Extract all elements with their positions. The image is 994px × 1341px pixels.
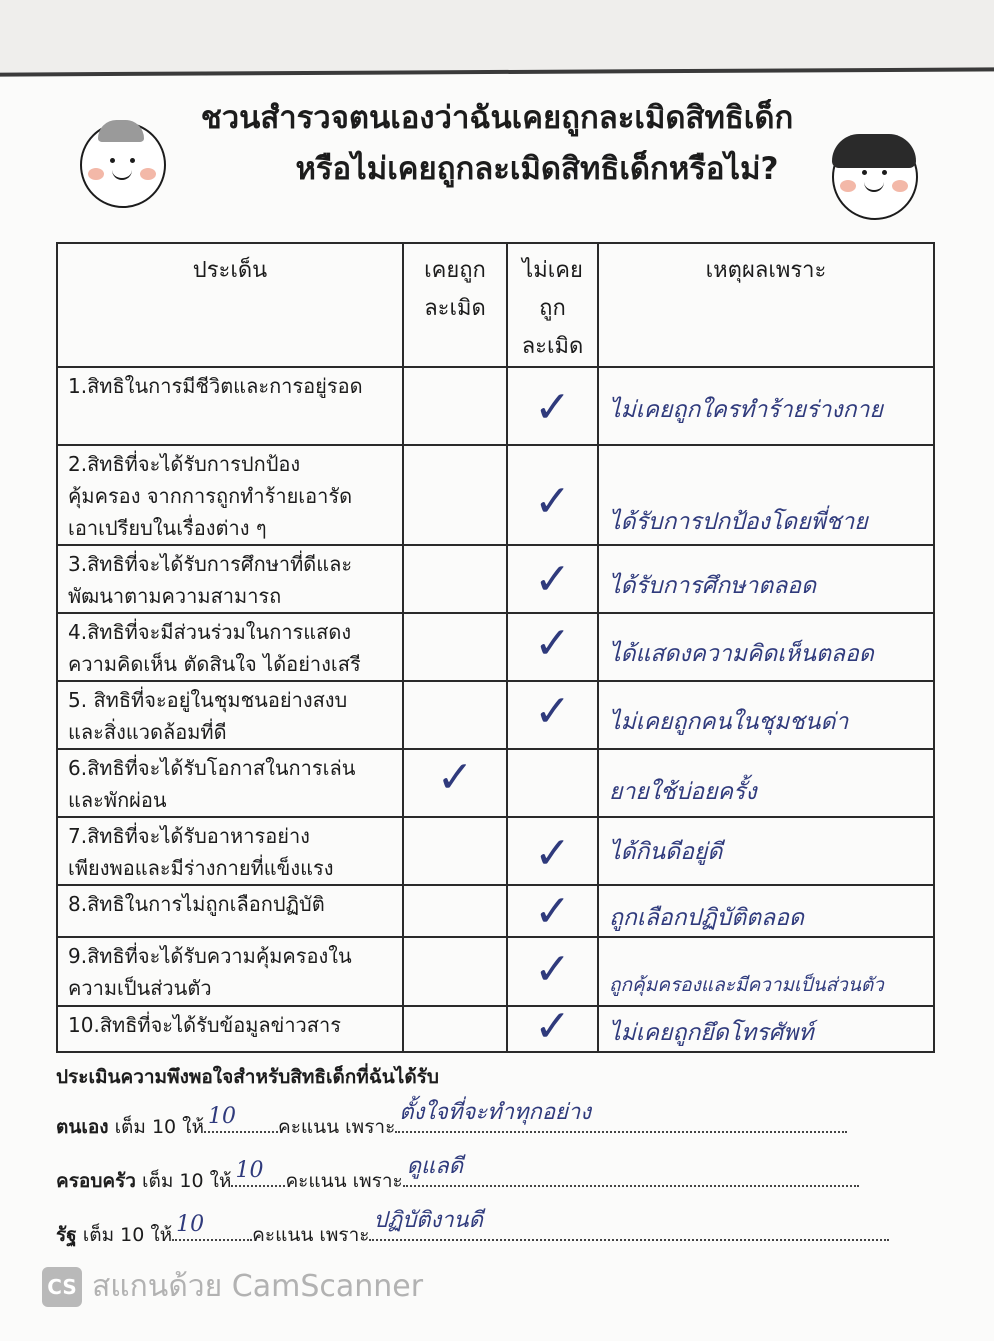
table-row bbox=[57, 817, 934, 885]
right-issue-text: และพักผ่อน bbox=[68, 788, 167, 812]
not-violated-check-icon: ✓ bbox=[534, 382, 571, 433]
handwritten-score: 10 bbox=[176, 1212, 205, 1237]
satisfaction-row bbox=[56, 1100, 847, 1142]
violated-cell bbox=[403, 937, 507, 1006]
handwritten-reason: ถูกเลือกปฏิบัติตลอด bbox=[609, 905, 804, 931]
score-field bbox=[231, 1158, 285, 1187]
because-text: เพราะ bbox=[352, 1170, 403, 1192]
handwritten-reason: ไม่เคยถูกยึดโทรศัพท์ bbox=[609, 1020, 814, 1046]
violated-check-icon: ✓ bbox=[436, 752, 474, 803]
right-issue-text: 8.สิทธิในการไม่ถูกเลือกปฏิบัติ bbox=[68, 892, 325, 916]
not-violated-check-icon: ✓ bbox=[534, 686, 571, 737]
full-score-text: เต็ม 10 ให้ bbox=[82, 1224, 173, 1246]
not-violated-cell bbox=[507, 613, 598, 681]
rights-survey-table bbox=[56, 242, 935, 1053]
satisfaction-label: รัฐ bbox=[56, 1224, 77, 1246]
right-issue-cell bbox=[57, 367, 403, 445]
handwritten-reason: ได้รับการปกป้องโดยพี่ชาย bbox=[609, 509, 868, 535]
not-violated-cell bbox=[507, 1001, 598, 1052]
satisfaction-title: ประเมินความพึงพอใจสำหรับสิทธิเด็กที่ฉันได้รับ bbox=[56, 1066, 439, 1088]
violated-cell bbox=[403, 367, 507, 445]
right-issue-text: พัฒนาตามความสามารถ bbox=[68, 584, 282, 608]
not-violated-check-icon: ✓ bbox=[534, 828, 571, 879]
score-field bbox=[204, 1104, 278, 1133]
right-issue-text: 4.สิทธิที่จะมีส่วนร่วมในการแสดง bbox=[68, 620, 352, 644]
right-issue-text: 5. สิทธิที่จะอยู่ในชุมชนอย่างสงบ bbox=[68, 688, 348, 712]
header-issue: ประเด็น bbox=[57, 243, 403, 367]
violated-cell bbox=[403, 817, 507, 885]
boy-face-icon bbox=[80, 122, 166, 208]
right-issue-cell bbox=[57, 613, 403, 681]
not-violated-check-icon: ✓ bbox=[534, 1001, 571, 1052]
header-violated: เคยถูก ละเมิด bbox=[403, 243, 507, 367]
reason-cell bbox=[598, 937, 934, 1006]
satisfaction-row bbox=[56, 1208, 889, 1250]
score-field bbox=[172, 1212, 252, 1241]
violated-cell bbox=[403, 1006, 507, 1052]
not-violated-cell bbox=[507, 937, 598, 1006]
violated-cell bbox=[403, 885, 507, 937]
handwritten-reason: ดูแลดี bbox=[406, 1154, 463, 1179]
right-issue-text: เอาเปรียบในเรื่องต่าง ๆ bbox=[68, 516, 267, 540]
violated-cell bbox=[403, 613, 507, 681]
right-issue-text: เพียงพอและมีร่างกายที่แข็งแรง bbox=[68, 856, 334, 880]
right-issue-text: 2.สิทธิที่จะได้รับการปกป้อง bbox=[68, 452, 301, 476]
not-violated-cell bbox=[507, 367, 598, 445]
violated-cell bbox=[403, 545, 507, 613]
reason-cell bbox=[598, 817, 934, 885]
reason-field bbox=[395, 1100, 847, 1133]
satisfaction-label: ตนเอง bbox=[56, 1116, 109, 1138]
worksheet-title-line-1: ชวนสำรวจตนเองว่าฉันเคยถูกละเมิดสิทธิเด็ก bbox=[200, 100, 794, 136]
violated-cell bbox=[403, 749, 507, 817]
reason-cell bbox=[598, 613, 934, 681]
header-reason: เหตุผลเพราะ bbox=[598, 243, 934, 367]
right-issue-cell bbox=[57, 445, 403, 545]
camscanner-icon: CS bbox=[42, 1267, 82, 1307]
right-issue-cell bbox=[57, 1006, 403, 1052]
right-issue-text: 10.สิทธิที่จะได้รับข้อมูลข่าวสาร bbox=[68, 1013, 341, 1037]
camscanner-text: สแกนด้วย CamScanner bbox=[92, 1269, 424, 1304]
handwritten-reason: ตั้งใจที่จะทำทุกอย่าง bbox=[399, 1100, 592, 1125]
handwritten-score: 10 bbox=[207, 1104, 236, 1129]
handwritten-reason: ได้รับการศึกษาตลอด bbox=[609, 573, 817, 599]
points-text: คะแนน bbox=[277, 1116, 340, 1138]
table-row bbox=[57, 445, 934, 545]
not-violated-cell bbox=[507, 817, 598, 885]
right-issue-text: 3.สิทธิที่จะได้รับการศึกษาที่ดีและ bbox=[68, 552, 353, 576]
handwritten-reason: ถูกคุ้มครองและมีความเป็นส่วนตัว bbox=[609, 974, 884, 996]
handwritten-reason: ยายใช้บ่อยครั้ง bbox=[609, 779, 757, 805]
right-issue-text: และสิ่งแวดล้อมที่ดี bbox=[68, 720, 227, 744]
table-row bbox=[57, 749, 934, 817]
reason-cell bbox=[598, 749, 934, 817]
not-violated-cell bbox=[507, 681, 598, 749]
header-not-violated: ไม่เคย ถูก ละเมิด bbox=[507, 243, 598, 367]
table-row bbox=[57, 885, 934, 937]
handwritten-reason: ไม่เคยถูกคนในชุมชนด่า bbox=[609, 709, 849, 735]
reason-cell bbox=[598, 367, 934, 445]
right-issue-cell bbox=[57, 885, 403, 937]
not-violated-check-icon: ✓ bbox=[534, 554, 571, 605]
right-issue-text: 9.สิทธิที่จะได้รับความคุ้มครองใน bbox=[68, 944, 352, 968]
right-issue-text: 7.สิทธิที่จะได้รับอาหารอย่าง bbox=[68, 824, 310, 848]
scan-background-top bbox=[0, 0, 994, 72]
not-violated-cell bbox=[507, 885, 598, 937]
because-text: เพราะ bbox=[319, 1224, 370, 1246]
satisfaction-label: ครอบครัว bbox=[56, 1170, 136, 1192]
not-violated-check-icon: ✓ bbox=[534, 618, 571, 669]
violated-cell bbox=[403, 681, 507, 749]
violated-cell bbox=[403, 445, 507, 545]
handwritten-reason: ได้กินดีอยู่ดี bbox=[609, 839, 723, 865]
right-issue-cell bbox=[57, 817, 403, 885]
table-row bbox=[57, 937, 934, 1006]
satisfaction-row bbox=[56, 1154, 859, 1196]
full-score-text: เต็ม 10 ให้ bbox=[142, 1170, 232, 1192]
not-violated-cell bbox=[507, 545, 598, 613]
reason-cell bbox=[598, 885, 934, 937]
girl-face-icon bbox=[832, 134, 918, 220]
right-issue-cell bbox=[57, 937, 403, 1006]
table-row bbox=[57, 1006, 934, 1052]
reason-cell bbox=[598, 445, 934, 545]
right-issue-cell bbox=[57, 681, 403, 749]
points-text: คะแนน bbox=[252, 1224, 314, 1246]
not-violated-cell bbox=[507, 445, 598, 545]
right-issue-cell bbox=[57, 749, 403, 817]
handwritten-reason: ปฏิบัติงานดี bbox=[373, 1208, 483, 1233]
table-row bbox=[57, 613, 934, 681]
table-row bbox=[57, 367, 934, 445]
camscanner-watermark bbox=[42, 1263, 423, 1310]
right-issue-text: 1.สิทธิในการมีชีวิตและการอยู่รอด bbox=[68, 374, 363, 398]
reason-field bbox=[403, 1154, 859, 1187]
full-score-text: เต็ม 10 ให้ bbox=[114, 1116, 204, 1138]
table-row bbox=[57, 545, 934, 613]
reason-field bbox=[369, 1208, 889, 1241]
reason-cell bbox=[598, 1006, 934, 1052]
not-violated-check-icon: ✓ bbox=[534, 944, 571, 995]
right-issue-text: ความเป็นส่วนตัว bbox=[68, 976, 212, 1000]
handwritten-reason: ไม่เคยถูกใครทำร้ายร่างกาย bbox=[609, 397, 883, 423]
right-issue-text: ความคิดเห็น ตัดสินใจ ได้อย่างเสรี bbox=[68, 652, 361, 676]
points-text: คะแนน bbox=[285, 1170, 347, 1192]
handwritten-reason: ได้แสดงความคิดเห็นตลอด bbox=[609, 641, 874, 667]
worksheet-title-line-2: หรือไม่เคยถูกละเมิดสิทธิเด็กหรือไม่? bbox=[295, 151, 779, 187]
right-issue-text: 6.สิทธิที่จะได้รับโอกาสในการเล่น bbox=[68, 756, 356, 780]
handwritten-score: 10 bbox=[235, 1158, 264, 1183]
because-text: เพราะ bbox=[345, 1116, 396, 1138]
reason-cell bbox=[598, 681, 934, 749]
not-violated-cell bbox=[507, 749, 598, 817]
reason-cell bbox=[598, 545, 934, 613]
table-header-row bbox=[57, 243, 934, 367]
right-issue-cell bbox=[57, 545, 403, 613]
table-row bbox=[57, 681, 934, 749]
not-violated-check-icon: ✓ bbox=[534, 886, 571, 937]
not-violated-check-icon: ✓ bbox=[534, 476, 571, 527]
right-issue-text: คุ้มครอง จากการถูกทำร้ายเอารัด bbox=[68, 484, 353, 508]
